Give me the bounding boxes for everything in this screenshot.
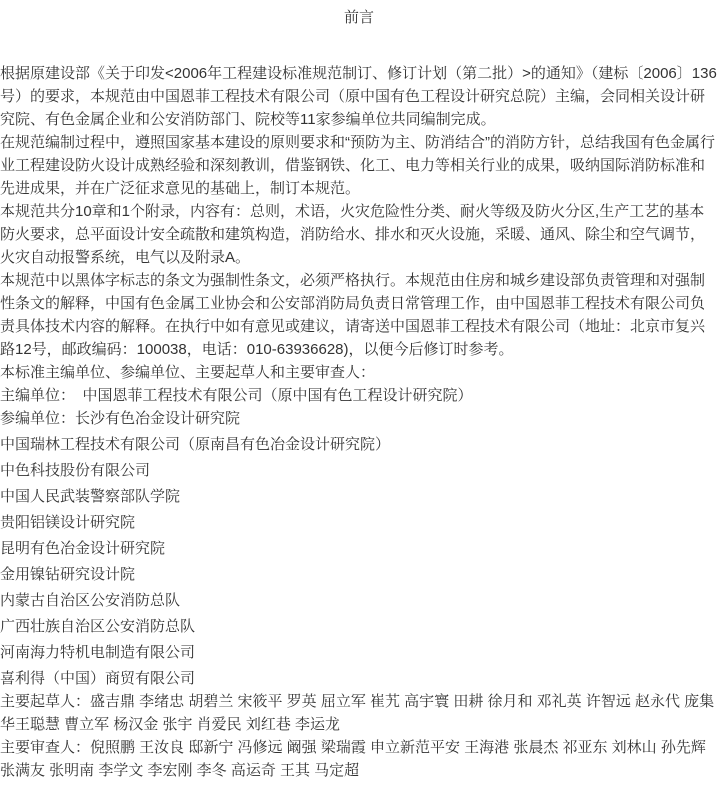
participating-unit: 参编单位：长沙有色冶金设计研究院: [0, 410, 241, 427]
participating-unit: 内蒙古自治区公安消防总队: [0, 592, 181, 609]
intro-paragraph-4: 本规范中以黑体字标志的条文为强制性条文，必须严格执行。本规范由住房和城乡建设部负责管理和对强制性条文的解释，中国有色金属工业协会和公安部消防局负责日常管理工作，由中国恩菲工程技术有限公司负责具体技术内容的解释。在执行中如有意见或建议，请寄送中国恩菲工程技术有限公司（地址：北京市复兴路12号，邮政编码：100038，电话：010-63936628)，以便今后修订时参考。: [0, 272, 706, 358]
reviewers-line: 主要审查人：倪照鹏 王汝良 邸新宁 冯修远 阚强 梁瑞霞 申立新范平安 王海港 张晨杰 祁亚东 刘林山 孙先辉 张满友 张明南 李学文 李宏刚 李冬 高运奇 王其 马定超: [0, 739, 706, 779]
intro-paragraph-3: 本规范共分10章和1个附录，内容有：总则，术语，火灾危险性分类、耐火等级及防火分区,生产工艺的基本防火要求，总平面设计安全疏散和建筑构造，消防给水、排水和灭火设施，采暖、通风、除尘和空气调节，火灾自动报警系统，电气以及附录A。: [0, 203, 706, 266]
credits-section: [0, 361, 718, 782]
participating-unit: 贵阳铝镁设计研究院: [0, 514, 136, 531]
participating-unit: 中国人民武装警察部队学院: [0, 488, 181, 505]
participating-unit: 河南海力特机电制造有限公司: [0, 644, 196, 661]
drafters-line: 主要起草人：盛吉鼎 李绪忠 胡碧兰 宋筱平 罗英 屈立军 崔艽 高宇寰 田耕 徐月和 邓礼英 许智远 赵永代 庞集华王聪慧 曹立军 杨汉金 张宇 肖爱民 刘红巷 李运龙: [0, 693, 715, 733]
participating-unit: 昆明有色冶金设计研究院: [0, 540, 166, 557]
participating-unit: 中色科技股份有限公司: [0, 462, 151, 479]
credits-heading: 本标准主编单位、参编单位、主要起草人和主要审查人：: [0, 364, 376, 381]
participating-unit: 金用镍钻研究设计院: [0, 566, 136, 583]
page-title: 前言: [343, 9, 374, 26]
participating-units-list: [0, 407, 718, 690]
participating-unit: 中国瑞林工程技术有限公司（原南昌有色冶金设计研究院）: [0, 436, 391, 453]
intro-paragraph-2: 在规范编制过程中，遵照国家基本建设的原则要求和“预防为主、防消结合”的消防方针，总结我国有色金属行业工程建设防火设计成熟经验和深刻教训，借鉴钢铁、化工、电力等相关行业的成果，吸纳国际消防标准和先进成果，并在广泛征求意见的基础上，制订本规范。: [0, 134, 715, 197]
chief-editor-line: 主编单位： 中国恩菲工程技术有限公司（原中国有色工程设计研究院）: [0, 387, 473, 404]
participating-unit: 喜利得（中国）商贸有限公司: [0, 670, 196, 687]
participating-unit: 广西壮族自治区公安消防总队: [0, 618, 196, 635]
intro-paragraph-1: 根据原建设部《关于印发<2006年工程建设标准规范制订、修订计划（第二批）>的通知》（建标〔2006〕136号）的要求，本规范由中国恩菲工程技术有限公司（原中国有色工程设计研究总院）主编，会同相关设计研究院、有色金属企业和公安消防部门、院校等11家参编单位共同编制完成。: [0, 65, 717, 128]
